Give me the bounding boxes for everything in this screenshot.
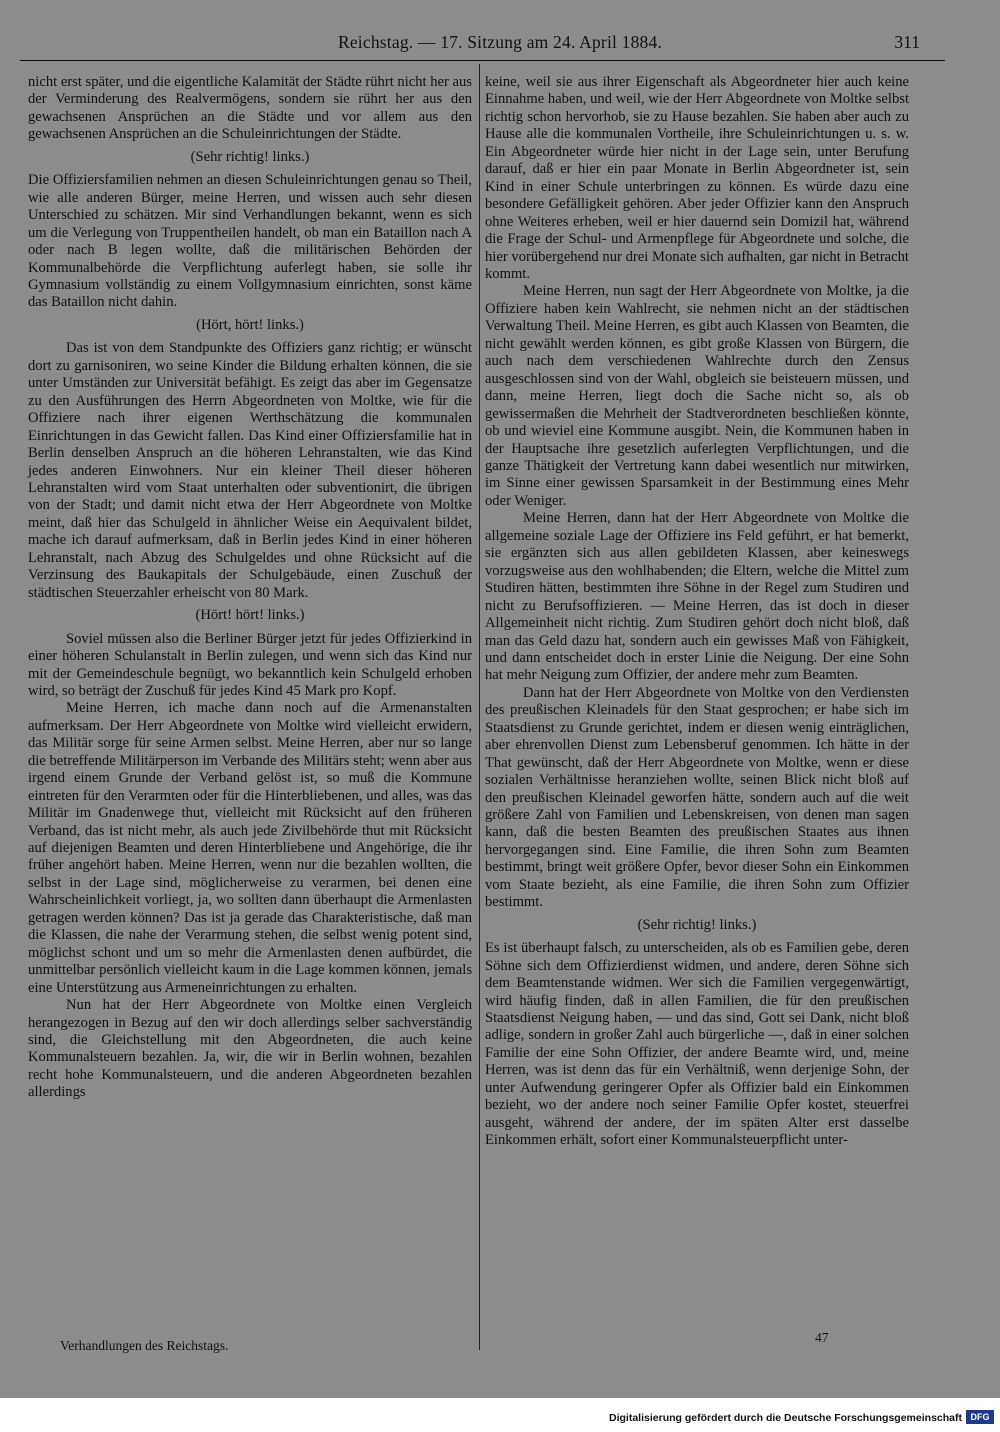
- paragraph: Meine Herren, nun sagt der Herr Abgeordnete von Moltke, ja die Offiziere haben kein Wahlrecht, sie nehmen nicht an der städtischen Verwaltung Theil. Meine Herren, es gibt auch Klassen von Beamten, die nicht gewählt werden können, es gibt große Klassen von Bürgern, die auch nach dem verschiedenen Wahlrechte durch den Zensus ausgeschlossen sind von der Wahl, obgleich sie beisteuern müssen, und dann, meine Herren, liegt doch die Sache nicht so, als ob gewissermaßen die Mehrheit der Stadtverordneten beschließen könnte, ob und wieviel eine Kommune ausgibt. Nein, die Kommunen haben in der Hauptsache ihre gesetzlich auferlegten Verpflichtungen, und die ganze Thätigkeit der Vertretung kann dabei wesentlich nur mitwirken, im Sinne einer gewissen Sparsamkeit in der Bestimmung eines Mehr oder Weniger.: [485, 283, 909, 509]
- paragraph: Nun hat der Herr Abgeordnete von Moltke einen Vergleich herangezogen in Bezug auf den wir doch allerdings selber sachverständig sind, die Gleichstellung mit den Abgeordneten, die auch keine Kommunalsteuern bezahlen. Ja, wir, die wir in Berlin wohnen, bezahlen recht hohe Kommunalsteuern, und die anderen Abgeordneten bezahlen allerdings: [28, 997, 472, 1101]
- digitization-credit: Digitalisierung gefördert durch die Deutsche Forschungsgemeinschaft: [609, 1412, 962, 1424]
- running-header: [20, 32, 980, 62]
- footnote: Verhandlungen des Reichstags.: [60, 1338, 229, 1353]
- paragraph: Die Offiziersfamilien nehmen an diesen Schuleinrichtungen genau so Theil, wie alle anderen Bürger, meine Herren, und wissen auch sehr diesen Unterschied zu schätzen. Mir sind Verhandlungen bekannt, wenn es sich um die Verlegung von Truppentheilen handelt, ob man ein Bataillon nach A oder nach B legen wollte, daß die militärischen Behörden der Kommunalbehörde die Verpflichtung auferlegt haben, sie solle ihr Gymnasium vollständig zu einem Vollgymnasium einrichten, sonst käme das Bataillon nicht dahin.: [28, 172, 472, 311]
- sheet-number: 47: [815, 1330, 829, 1345]
- left-column: [28, 74, 472, 1102]
- interjection: (Sehr richtig! links.): [190, 148, 310, 165]
- paragraph: keine, weil sie aus ihrer Eigenschaft als Abgeordneter hier auch keine Einnahme haben, und weil, wie der Herr Abgeordnete von Moltke selbst richtig schon hervorhob, sie zu Hause bezahlen. Sie haben aber auch zu Hause alle die kommunalen Vortheile, ihre Schuleinrichtungen u. s. w. Ein Abgeordneter würde hier nicht in der Lage sein, unter Berufung darauf, daß er hier ein paar Monate in Berlin Abgeordneter ist, sein Kind in einer Schule unterbringen zu können. Es würde dazu eine besondere Gefälligkeit gehören. Aber jeder Offizier kann den Anspruch ohne Weiteres erheben, weil er hier dauernd sein Domizil hat, während die Frage der Schul- und Armenpflege für Abgeordnete und solche, die hier vorübergehend nur drei Monate sich aufhalten, gar nicht in Betracht kommt.: [485, 74, 909, 282]
- right-column: [485, 74, 909, 1150]
- paragraph: Dann hat der Herr Abgeordnete von Moltke von den Verdiensten des preußischen Kleinadels für den Staat gesprochen; er habe sich im Staatsdienst zu Grunde gerichtet, indem er diesen wenig einträglichen, aber ehrenvollen Dienst zum Lebensberuf genommen. Ich hätte in der That gewünscht, daß der Herr Abgeordnete von Moltke, wenn er diese sozialen Verhältnisse heranziehen wollte, seinen Blick nicht bloß auf den preußischen Kleinadel geworfen hätte, sondern auch auf die weit größere Zahl von Familien und Lebenskreisen, von denen man sagen kann, daß die besten Beamten des preußischen Staates aus ihnen hervorgegangen sind. Eine Familie, die ihren Sohn zum Beamten bestimmt, bringt weit größere Opfer, bevor dieser Sohn ein Einkommen vom Staate bezieht, als eine Familie, die ihren Sohn zum Offizier bestimmt.: [485, 684, 909, 911]
- interjection: (Hört! hört! links.): [195, 607, 305, 624]
- dfg-logo: DFG: [966, 1410, 994, 1424]
- paragraph: Meine Herren, ich mache dann noch auf die Armenanstalten aufmerksam. Der Herr Abgeordnete von Moltke wird vielleicht erwidern, das Militär sorge für seine Armen selbst. Meine Herren, aber nur so lange die betreffende Militärperson im Verbande des Militärs steht; wenn aber aus irgend einem Grunde der Verband gelöst ist, so muß die Kommune eintreten für den Verarmten oder für die Hinterbliebenen, und alles, was das Militär im Gnadenwege thut, vielleicht mit Rücksicht auf den früheren Verband, das ist nicht mehr, als auch jede Zivilbehörde thut mit Rücksicht auf diejenigen Beamten und deren Hinterbliebene und Angehörige, die ihr früher angehört haben. Meine Herren, wenn nur die bezahlen wollten, die selbst in der Lage sind, möglicherweise zu verarmen, bei denen eine Wahrscheinlichkeit vorliegt, ja, wo sollten dann überhaupt die Armenlasten getragen werden können? Das ist ja gerade das Charakteristische, daß man die Klassen, die nahe der Verarmung stehen, die selbst wenig potent sind, möglichst schont und um so mehr die Armenlasten denen aufbürdet, die unmittelbar persönlich vielleicht kaum in die Lage kommen können, jemals eine Unterstützung aus Armeneinrichtungen zu erhalten.: [28, 700, 472, 996]
- interjection: (Hört, hört! links.): [196, 316, 304, 333]
- page-number: 311: [894, 32, 920, 52]
- paragraph: Meine Herren, dann hat der Herr Abgeordnete von Moltke die allgemeine soziale Lage der Offiziere ins Feld geführt, er hat bemerkt, sie ergänzten sich aus allen gebildeten Klassen, aber keineswegs vorzugsweise aus den wohlhabenden; die Eltern, welche die Mittel zum Studiren hätten, bestimmten ihre Söhne in der Regel zum Studiren und nicht zu Berufsoffizieren. — Meine Herren, das ist doch in dieser Allgemeinheit nicht richtig. Zum Studiren gehört doch nicht bloß, daß man das Geld dazu hat, sondern auch ein gewisses Maß von Fähigkeit, und dann entscheidet doch in erster Linie die Neigung. Der eine Sohn hat mehr Neigung zum Offizier, der andere mehr zum Beamten.: [485, 510, 909, 684]
- column-divider: [479, 64, 480, 1350]
- header-title: Reichstag. — 17. Sitzung am 24. April 1884.: [337, 32, 663, 52]
- paragraph: nicht erst später, und die eigentliche Kalamität der Städte rührt nicht her aus der Verminderung des Realvermögens, sondern sie rührt her aus den gewachsenen Ansprüchen an die Städte und vor allem aus den gewachsenen Ansprüchen an die Schuleinrichtungen der Städte.: [28, 74, 472, 143]
- paragraph: Das ist von dem Standpunkte des Offiziers ganz richtig; er wünscht dort zu garnisoniren, wo seine Kinder die Bildung erhalten können, die sie unter Umständen zur Universität befähigt. Es zeigt das aber im Gegensatze zu den Ausführungen des Herrn Abgeordneten von Moltke, wie für die Offiziere nach ihrer eigenen Werthschätzung die kommunalen Einrichtungen in das Gewicht fallen. Das Kind einer Offiziersfamilie hat in Berlin denselben Anspruch an die höheren Lehranstalten, wie das Kind jedes anderen Einwohners. Nur ein kleiner Theil dieser höheren Lehranstalten wird vom Staat unterhalten oder subventionirt, die übrigen von der Stadt; und damit nicht etwa der Herr Abgeordnete von Moltke meint, daß hier das Schulgeld in ähnlicher Weise ein Aequivalent bildet, mache ich darauf aufmerksam, daß in Berlin jedes Kind in einer höheren Lehranstalt, nach Abzug des Schulgeldes und ohne Rücksicht auf die Verzinsung des Baukapitals der Schulgebäude, einen Zuschuß der städtischen Steuerzahler erheischt von 80 Mark.: [28, 340, 472, 601]
- header-rule: [20, 60, 945, 61]
- interjection: (Sehr richtig! links.): [637, 916, 757, 933]
- paragraph: Es ist überhaupt falsch, zu unterscheiden, als ob es Familien gebe, deren Söhne sich dem Offizierdienst widmen, und andere, deren Söhne sich dem Beamtenstande widmen. Wer sich die Familien vergegenwärtigt, wird häufig finden, daß in allen Familien, die für den preußischen Staatsdienst Neigung haben, — und das sind, Gott sei Dank, nicht bloß adlige, sondern in großer Zahl auch bürgerliche —, daß in einer solchen Familie der eine Sohn Offizier, der andere Beamte wird, und, meine Herren, was ist denn das für ein Verhältniß, wenn derjenige Sohn, der unter Aufwendung geringerer Opfer als Offizier bald ein Einkommen bezieht, wo der andere noch seiner Familie Opfer kostet, steuerfrei ausgeht, während der andere, der im späten Alter erst dasselbe Einkommen erhält, sofort einer Kommunalsteuerpflicht unter-: [485, 940, 909, 1149]
- paragraph: Soviel müssen also die Berliner Bürger jetzt für jedes Offizierkind in einer höheren Schulanstalt in Berlin zulegen, und wenn sich das Kind nur mit der Gemeindeschule begnügt, wo bekanntlich kein Schulgeld erhoben wird, so beträgt der Zuschuß für jedes Kind 45 Mark pro Kopf.: [28, 630, 472, 699]
